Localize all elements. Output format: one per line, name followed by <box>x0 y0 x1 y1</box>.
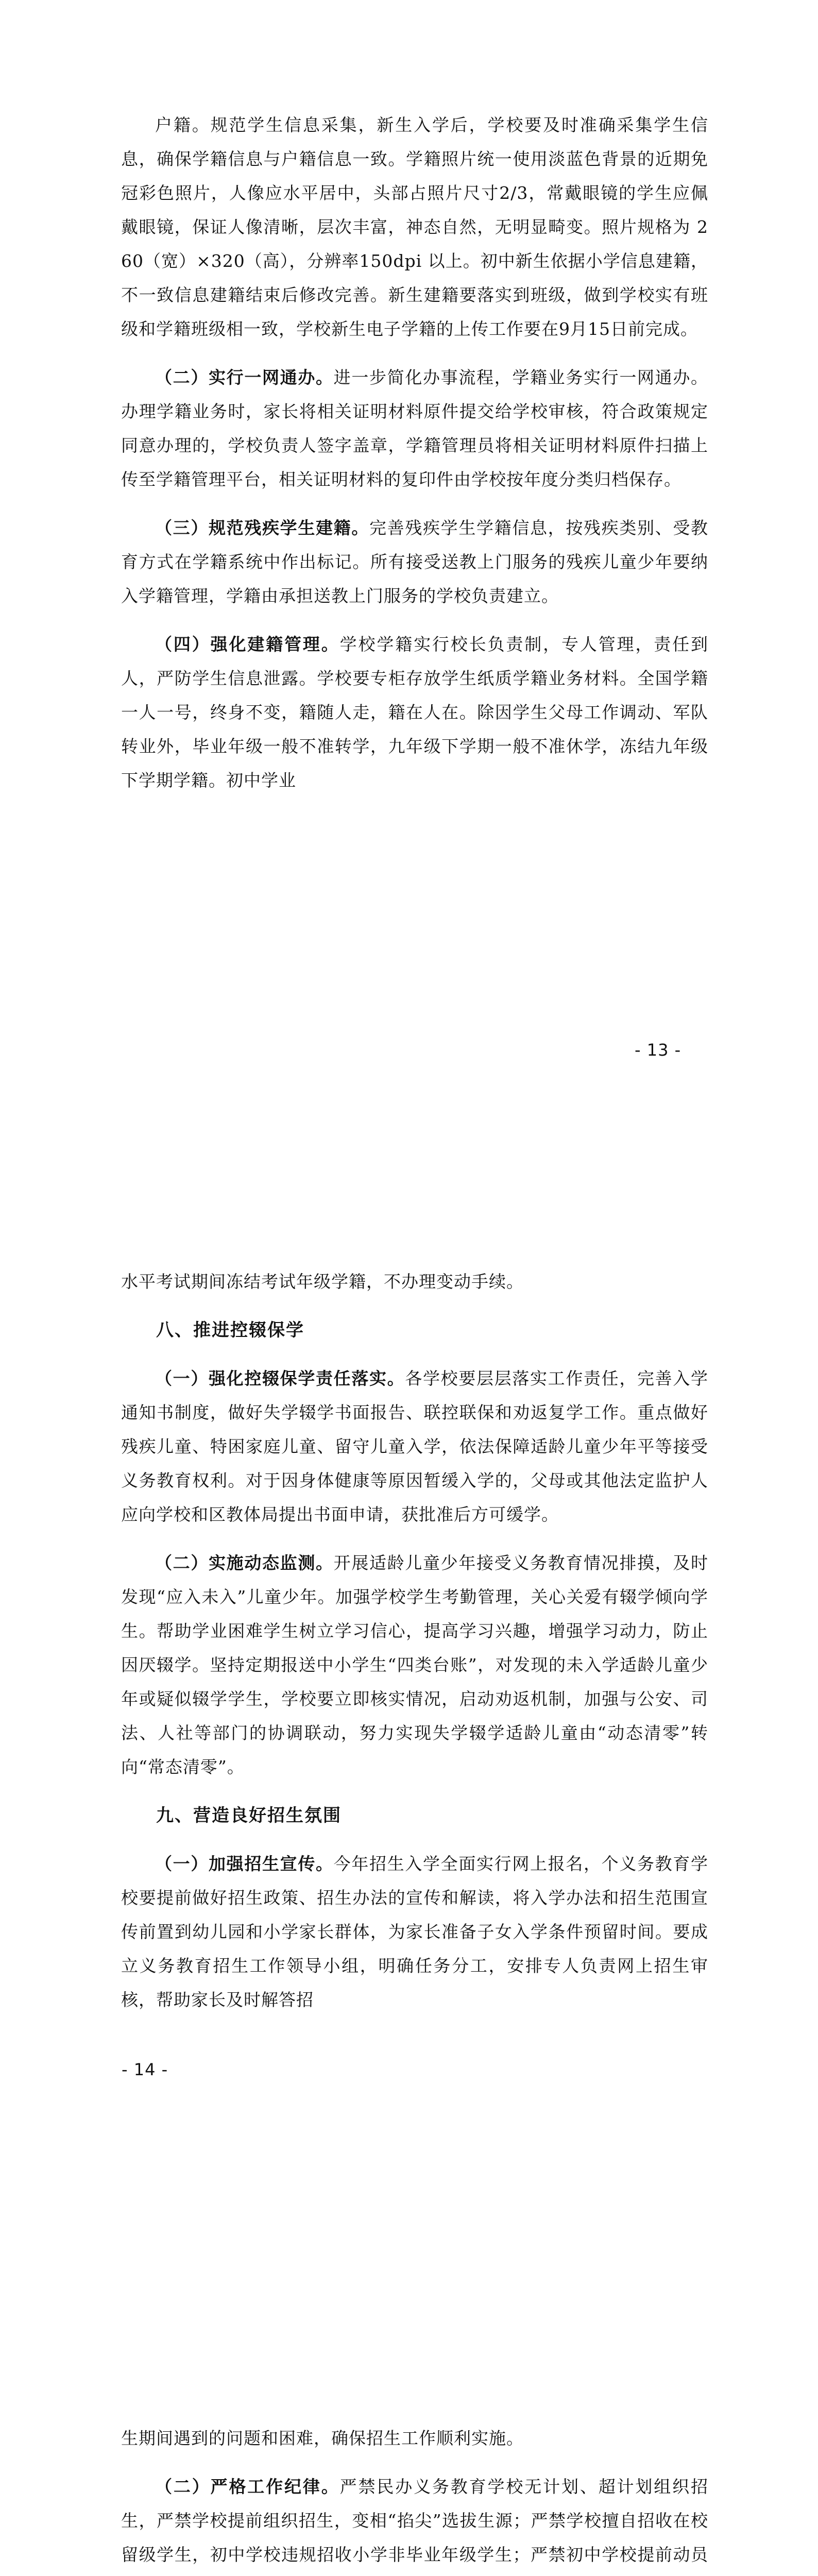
paragraph: 生期间遇到的问题和困难，确保招生工作顺利实施。 <box>121 2428 524 2448</box>
paragraph-lead: （二）严格工作纪律。 <box>155 2477 340 2497</box>
paragraph-text: 进一步简化办事流程，学籍业务实行一网通办。办理学籍业务时，家长将相关证明材料原件提交给学校审核，符合政策规定同意办理的，学校负责人签字盖章，学籍管理员将相关证明材料原件扫描上传至学籍管理平台，相关证明材料的复印件由学校按年度分类归档保存。 <box>121 367 709 489</box>
section-heading: 九、营造良好招生氛围 <box>156 1805 342 1826</box>
paragraph <box>121 2470 708 2576</box>
page-14 <box>0 1157 818 2313</box>
page-15-body <box>121 2421 708 2576</box>
page-number: - 13 - <box>635 1040 681 1060</box>
page-13 <box>0 0 818 1157</box>
paragraph-lead: （二）实行一网通办。 <box>155 367 334 387</box>
page-13-body <box>121 108 708 812</box>
paragraph: 户籍。规范学生信息采集，新生入学后，学校要及时准确采集学生信息，确保学籍信息与户籍信息一致。学籍照片统一使用淡蓝色背景的近期免冠彩色照片，人像应水平居中，头部占照片尺寸2/3，常戴眼镜的学生应佩戴眼镜，保证人像清晰，层次丰富，神态自然，无明显畸变。照片规格为 260（宽）×320（高），分辨率150dpi 以上。初中新生依据小学信息建籍，不一致信息建籍结束后修改完善。新生建籍要落实到班级，做到学校实有班级和学籍班级相一致，学校新生电子学籍的上传工作要在9月15日前完成。 <box>121 115 708 339</box>
paragraph <box>121 628 708 798</box>
page-number: - 14 - <box>122 2060 168 2079</box>
paragraph <box>121 511 708 613</box>
paragraph-lead: （一）加强招生宣传。 <box>155 1854 334 1874</box>
paragraph-text: 学校学籍实行校长负责制，专人管理，责任到人，严防学生信息泄露。学校要专柜存放学生纸质学籍业务材料。全国学籍一人一号，终身不变，籍随人走，籍在人在。除因学生父母工作调动、军队转业外，毕业年级一般不准转学，九年级下学期一般不准休学，冻结九年级下学期学籍。初中学业 <box>121 634 709 790</box>
paragraph-text: 开展适龄儿童少年接受义务教育情况排摸，及时发现“应入未入”儿童少年。加强学校学生考勤管理，关心关爱有辍学倾向学生。帮助学业困难学生树立学习信心，提高学习兴趣，增强学习动力，防止因厌辍学。坚持定期报送中小学生“四类台账”，对发现的未入学适龄儿童少年或疑似辍学学生，学校要立即核实情况，启动劝返机制，加强与公安、司法、人社等部门的协调联动，努力实现失学辍学适龄儿童由“动态清零”转向“常态清零”。 <box>121 1553 709 1777</box>
paragraph-lead: （二）实施动态监测。 <box>155 1553 334 1573</box>
paragraph-lead: （四）强化建籍管理。 <box>155 634 340 654</box>
section-heading: 八、推进控辍保学 <box>156 1320 304 1341</box>
paragraph-text: 完善残疾学生学籍信息，按残疾类别、受教育方式在学籍系统中作出标记。所有接受送教上门服务的残疾儿童少年要纳入学籍管理，学籍由承担送教上门服务的学校负责建立。 <box>121 518 709 606</box>
paragraph <box>121 1847 708 2017</box>
paragraph <box>121 361 708 497</box>
page-15 <box>0 2313 818 2576</box>
paragraph-lead: （三）规范残疾学生建籍。 <box>155 518 369 538</box>
page-14-body <box>121 1265 708 2031</box>
paragraph-text: 严禁民办义务教育学校无计划、超计划组织招生，严禁学校提前组织招生，变相“掐尖”选拔生源；严禁学校擅自招收在校留级学生，初中学校违规招收小学非毕业年级学生；严禁初中学校提前动员 <box>121 2477 709 2565</box>
paragraph: 水平考试期间冻结考试年级学籍，不办理变动手续。 <box>121 1272 524 1292</box>
paragraph-lead: （一）强化控辍保学责任落实。 <box>155 1368 405 1388</box>
paragraph <box>121 1362 708 1532</box>
paragraph-text: 各学校要层层落实工作责任，完善入学通知书制度，做好失学辍学书面报告、联控联保和劝返复学工作。重点做好残疾儿童、特困家庭儿童、留守儿童入学，依法保障适龄儿童少年平等接受义务教育权利。对于因身体健康等原因暂缓入学的，父母或其他法定监护人应向学校和区教体局提出书面申请，获批准后方可缓学。 <box>121 1368 709 1524</box>
paragraph-text: 今年招生入学全面实行网上报名，个义务教育学校要提前做好招生政策、招生办法的宣传和解读，将入学办法和招生范围宣传前置到幼儿园和小学家长群体，为家长准备子女入学条件预留时间。要成立义务教育招生工作领导小组，明确任务分工，安排专人负责网上招生审核，帮助家长及时解答招 <box>121 1854 709 2010</box>
paragraph <box>121 1546 708 1784</box>
